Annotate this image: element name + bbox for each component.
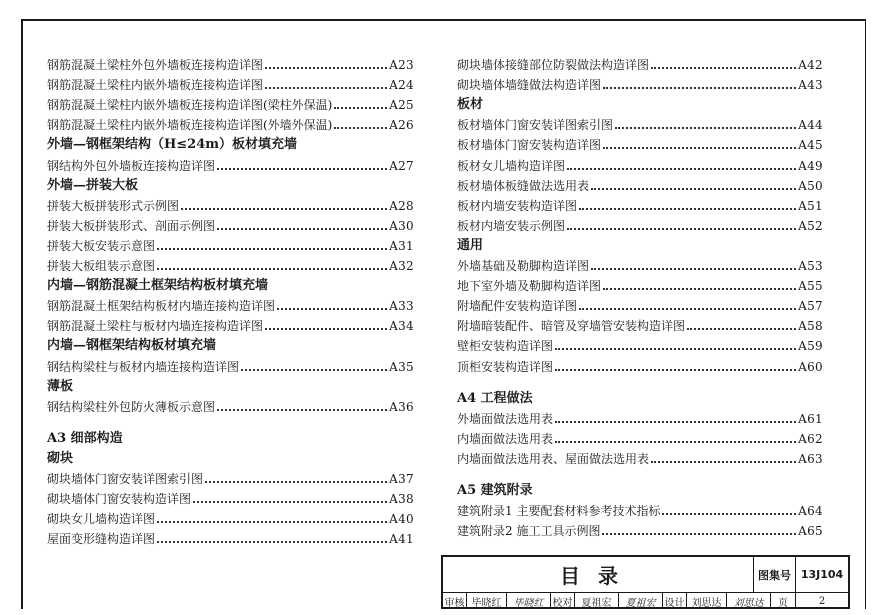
dot-leader bbox=[555, 441, 796, 443]
dot-leader bbox=[334, 107, 387, 109]
toc-entry[interactable] bbox=[47, 466, 414, 486]
check-label: 校对 bbox=[551, 593, 575, 609]
toc-entry-page-code: A36 bbox=[389, 399, 414, 414]
dot-leader bbox=[651, 461, 796, 463]
dot-leader bbox=[555, 348, 796, 350]
toc-entry-page-code: A40 bbox=[389, 512, 414, 527]
toc-entry-page-code: A53 bbox=[798, 259, 823, 273]
toc-entry[interactable] bbox=[47, 354, 414, 374]
toc-entry[interactable] bbox=[47, 313, 414, 333]
toc-entry-title: 建筑附录1 主要配套材料参考技术指标 bbox=[457, 504, 661, 519]
toc-entry-title: 板材内墙安装构造详图 bbox=[457, 198, 578, 213]
toc-entry-page-code: A58 bbox=[798, 319, 823, 334]
dot-leader bbox=[265, 328, 387, 330]
toc-entry-page-code: A44 bbox=[798, 118, 823, 133]
title-block bbox=[441, 555, 850, 609]
toc-entry-title: 钢结构外包外墙板连接构造详图 bbox=[47, 158, 216, 173]
toc-entry[interactable] bbox=[47, 506, 414, 526]
toc-entry-title: 内墙面做法选用表、屋面做法选用表 bbox=[457, 451, 650, 466]
dot-leader bbox=[181, 208, 387, 210]
toc-entry-page-code: A57 bbox=[798, 299, 823, 314]
dot-leader bbox=[567, 168, 796, 170]
toc-entry-title: 板材女儿墙构造详图 bbox=[457, 158, 566, 173]
toc-entry-page-code: A62 bbox=[798, 431, 823, 446]
toc-entry[interactable] bbox=[457, 293, 823, 313]
page-label: 页 bbox=[771, 593, 796, 609]
section-heading: 外墙—拼装大板 bbox=[47, 177, 139, 193]
toc-entry[interactable] bbox=[47, 153, 414, 173]
dot-leader bbox=[579, 308, 796, 310]
toc-entry[interactable] bbox=[457, 193, 823, 213]
toc-entry-page-code: A43 bbox=[798, 78, 823, 93]
dot-leader bbox=[603, 147, 796, 149]
toc-entry-title: 壁柜安装构造详图 bbox=[457, 339, 554, 354]
atlas-number: 13J104 bbox=[796, 557, 848, 593]
toc-entry[interactable] bbox=[457, 173, 823, 193]
toc-entry-title: 钢筋混凝土梁柱内嵌外墙板连接构造详图 bbox=[47, 78, 264, 93]
dot-leader bbox=[157, 248, 387, 250]
dot-leader bbox=[193, 501, 387, 503]
toc-entry[interactable] bbox=[457, 406, 823, 426]
designer-signature: 刘思达 bbox=[727, 593, 771, 609]
toc-entry-title: 板材墙体门窗安装构造详图 bbox=[457, 138, 602, 153]
section-heading: 砌块 bbox=[47, 450, 74, 466]
sheet-title: 目录 bbox=[443, 557, 754, 593]
toc-entry-title: 拼装大板拼装形式示例图 bbox=[47, 198, 180, 213]
toc-entry-title: 外墙面做法选用表 bbox=[457, 411, 554, 426]
toc-entry-title: 附墙暗装配件、暗管及穿墙管安装构造详图 bbox=[457, 319, 686, 334]
toc-entry[interactable] bbox=[457, 313, 823, 333]
toc-entry[interactable] bbox=[47, 112, 414, 132]
designer-name: 刘思达 bbox=[687, 593, 727, 609]
toc-entry[interactable] bbox=[457, 112, 823, 132]
toc-entry[interactable] bbox=[457, 253, 823, 273]
toc-entry-page-code: A41 bbox=[389, 532, 414, 547]
toc-entry-page-code: A31 bbox=[389, 238, 414, 253]
toc-entry-title: 钢筋混凝土梁柱内嵌外墙板连接构造详图(梁柱外保温) bbox=[47, 98, 333, 113]
section-heading: A4 工程做法 bbox=[457, 390, 533, 406]
section-heading: 内墙—钢筋混凝土框架结构板材填充墙 bbox=[47, 278, 269, 294]
toc-entry-page-code: A24 bbox=[389, 78, 414, 93]
toc-entry-page-code: A23 bbox=[389, 58, 414, 72]
toc-entry[interactable] bbox=[457, 498, 823, 518]
atlas-number-label: 图集号 bbox=[754, 557, 796, 593]
review-label: 审核 bbox=[443, 593, 467, 609]
toc-entry-page-code: A55 bbox=[798, 279, 823, 294]
dot-leader bbox=[687, 328, 796, 330]
toc-entry[interactable] bbox=[457, 333, 823, 353]
reviewer-name: 毕晓红 bbox=[467, 593, 507, 609]
toc-entry-page-code: A33 bbox=[389, 299, 414, 314]
toc-entry-page-code: A61 bbox=[798, 411, 823, 426]
toc-entry[interactable] bbox=[47, 193, 414, 213]
toc-entry-page-code: A65 bbox=[798, 524, 823, 539]
toc-entry-title: 屋面变形缝构造详图 bbox=[47, 532, 156, 547]
toc-entry-title: 钢结构梁柱与板材内墙连接构造详图 bbox=[47, 359, 240, 374]
section-heading: A3 细部构造 bbox=[47, 430, 123, 446]
toc-entry[interactable] bbox=[457, 72, 823, 92]
toc-entry-page-code: A52 bbox=[798, 218, 823, 233]
checker-name: 夏祖宏 bbox=[575, 593, 619, 609]
toc-entry-title: 板材墙体板缝做法选用表 bbox=[457, 178, 590, 193]
dot-leader bbox=[591, 268, 796, 270]
toc-entry-title: 钢筋混凝土梁柱与板材内墙连接构造详图 bbox=[47, 319, 264, 334]
dot-leader bbox=[603, 87, 796, 89]
dot-leader bbox=[334, 127, 387, 129]
toc-entry-title: 砌块女儿墙构造详图 bbox=[47, 512, 156, 527]
dot-leader bbox=[205, 481, 387, 483]
toc-entry[interactable] bbox=[457, 52, 823, 72]
section-heading: A5 建筑附录 bbox=[457, 483, 533, 498]
toc-entry-title: 内墙面做法选用表 bbox=[457, 431, 554, 446]
toc-entry[interactable] bbox=[457, 153, 823, 173]
toc-entry-page-code: A38 bbox=[389, 492, 414, 507]
section-heading: 内墙—钢框架结构板材填充墙 bbox=[47, 338, 217, 354]
toc-entry-page-code: A42 bbox=[798, 58, 823, 72]
toc-entry-page-code: A51 bbox=[798, 198, 823, 213]
toc-entry[interactable] bbox=[47, 52, 414, 72]
toc-entry[interactable] bbox=[47, 233, 414, 253]
toc-entry-page-code: A63 bbox=[798, 451, 823, 466]
toc-entry-page-code: A32 bbox=[389, 259, 414, 273]
toc-entry-page-code: A27 bbox=[389, 158, 414, 173]
toc-entry-title: 附墙配件安装构造详图 bbox=[457, 299, 578, 314]
toc-entry-page-code: A45 bbox=[798, 138, 823, 153]
dot-leader bbox=[555, 421, 796, 423]
dot-leader bbox=[265, 87, 387, 89]
toc-entry[interactable] bbox=[47, 394, 414, 414]
toc-entry[interactable] bbox=[47, 213, 414, 233]
toc-entry-title: 钢筋混凝土框架结构板材内墙连接构造详图 bbox=[47, 299, 276, 314]
dot-leader bbox=[591, 188, 796, 190]
dot-leader bbox=[603, 288, 796, 290]
toc-entry-title: 板材内墙安装示例图 bbox=[457, 218, 566, 233]
toc-entry-title: 拼装大板拼装形式、剖面示例图 bbox=[47, 218, 216, 233]
dot-leader bbox=[157, 541, 387, 543]
toc-entry[interactable] bbox=[457, 426, 823, 446]
dot-leader bbox=[157, 268, 387, 270]
dot-leader bbox=[615, 127, 796, 129]
toc-entry-title: 砌块墙体接缝部位防裂做法构造详图 bbox=[457, 58, 650, 72]
section-heading: 板材 bbox=[457, 97, 484, 113]
toc-entry[interactable] bbox=[457, 518, 823, 538]
section-heading: 薄板 bbox=[47, 378, 74, 394]
design-label: 设计 bbox=[663, 593, 687, 609]
toc-entry-page-code: A25 bbox=[389, 98, 414, 113]
dot-leader bbox=[579, 208, 796, 210]
toc-entry-title: 拼装大板安装示意图 bbox=[47, 238, 156, 253]
toc-entry-page-code: A64 bbox=[798, 504, 823, 519]
section-heading: 外墙—钢框架结构（H≤24m）板材填充墙 bbox=[47, 137, 298, 153]
dot-leader bbox=[217, 228, 387, 230]
toc-entry-title: 板材墙体门窗安装详图索引图 bbox=[457, 118, 614, 133]
toc-entry-title: 拼装大板组装示意图 bbox=[47, 259, 156, 273]
toc-entry-page-code: A49 bbox=[798, 158, 823, 173]
toc-entry-page-code: A37 bbox=[389, 472, 414, 486]
toc-entry[interactable] bbox=[457, 354, 823, 374]
toc-entry-title: 建筑附录2 施工工具示例图 bbox=[457, 524, 601, 539]
dot-leader bbox=[265, 67, 387, 69]
toc-entry[interactable] bbox=[47, 72, 414, 92]
toc-entry-title: 钢筋混凝土梁柱外包外墙板连接构造详图 bbox=[47, 58, 264, 72]
dot-leader bbox=[157, 521, 387, 523]
toc-entry[interactable] bbox=[457, 213, 823, 233]
dot-leader bbox=[217, 409, 387, 411]
dot-leader bbox=[217, 168, 387, 170]
dot-leader bbox=[567, 228, 796, 230]
toc-entry-page-code: A60 bbox=[798, 359, 823, 374]
reviewer-signature: 毕晓红 bbox=[507, 593, 551, 609]
toc-entry-title: 钢筋混凝土梁柱内嵌外墙板连接构造详图(外墙外保温) bbox=[47, 118, 333, 133]
toc-entry[interactable] bbox=[457, 273, 823, 293]
dot-leader bbox=[277, 308, 387, 310]
toc-entry-title: 地下室外墙及勒脚构造详图 bbox=[457, 279, 602, 294]
toc-entry[interactable] bbox=[457, 446, 823, 466]
toc-entry-page-code: A28 bbox=[389, 198, 414, 213]
dot-leader bbox=[651, 67, 796, 69]
toc-entry-page-code: A35 bbox=[389, 359, 414, 374]
toc-entry-title: 砌块墙体墙缝做法构造详图 bbox=[457, 78, 602, 93]
toc-entry[interactable] bbox=[47, 92, 414, 112]
toc-entry[interactable] bbox=[47, 486, 414, 506]
dot-leader bbox=[241, 369, 387, 371]
toc-entry-title: 顶柜安装构造详图 bbox=[457, 359, 554, 374]
dot-leader bbox=[602, 533, 796, 535]
toc-entry[interactable] bbox=[47, 253, 414, 273]
checker-signature: 夏祖宏 bbox=[619, 593, 663, 609]
dot-leader bbox=[555, 369, 796, 371]
toc-entry-title: 外墙基础及勒脚构造详图 bbox=[457, 259, 590, 273]
toc-entry[interactable] bbox=[457, 132, 823, 152]
dot-leader bbox=[662, 513, 796, 515]
page-number: 2 bbox=[818, 595, 826, 607]
section-heading: 通用 bbox=[457, 237, 484, 253]
toc-entry-title: 砌块墙体门窗安装详图索引图 bbox=[47, 472, 204, 486]
toc-entry-title: 砌块墙体门窗安装构造详图 bbox=[47, 492, 192, 507]
toc-entry-page-code: A50 bbox=[798, 178, 823, 193]
toc-entry-page-code: A59 bbox=[798, 339, 823, 354]
toc-entry-page-code: A30 bbox=[389, 218, 414, 233]
toc-entry-page-code: A34 bbox=[389, 319, 414, 334]
toc-entry[interactable] bbox=[47, 526, 414, 546]
toc-entry[interactable] bbox=[47, 293, 414, 313]
toc-entry-page-code: A26 bbox=[389, 118, 414, 133]
toc-entry-title: 钢结构梁柱外包防火薄板示意图 bbox=[47, 399, 216, 414]
